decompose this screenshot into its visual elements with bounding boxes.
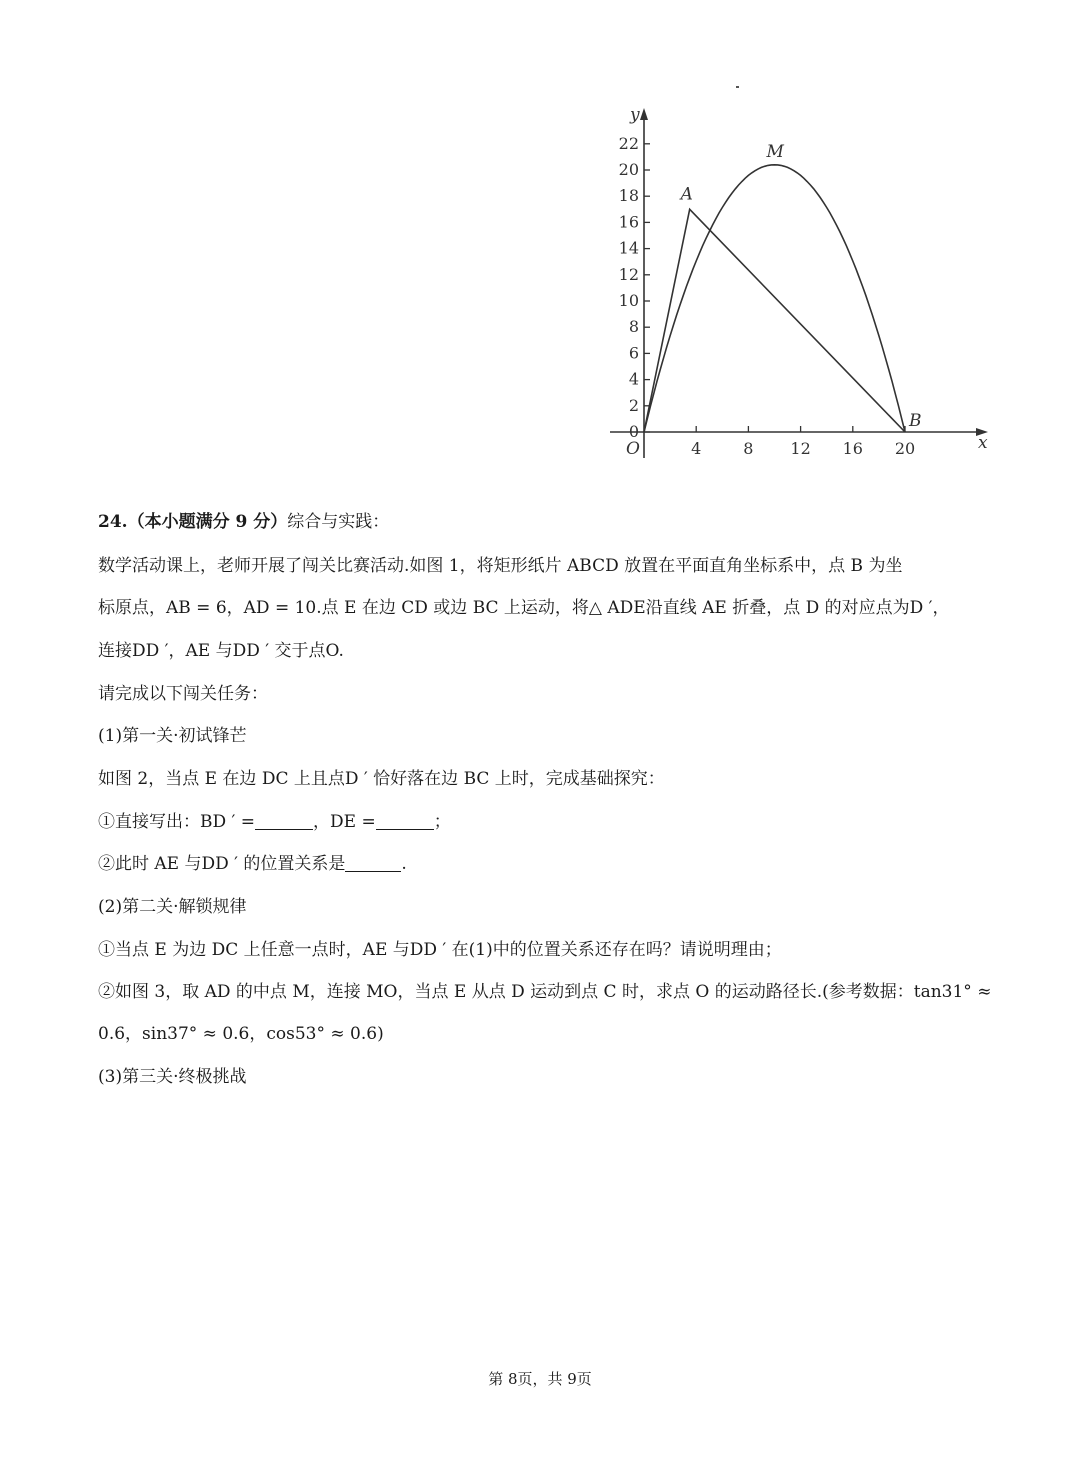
x-axis-label: x <box>978 433 988 453</box>
x-tick-label: 12 <box>790 439 811 458</box>
answer-blank-bd[interactable] <box>255 811 313 830</box>
coordinate-figure <box>596 98 996 468</box>
y-axis-label: y <box>630 105 640 125</box>
q1-text-b: ，DE = <box>313 812 376 832</box>
x-tick-label: 4 <box>691 439 702 458</box>
x-tick-label: 16 <box>842 439 863 458</box>
q2-text-a: ②此时 AE 与DD ′ 的位置关系是 <box>98 854 346 874</box>
y-tick-label: 6 <box>628 343 639 363</box>
paragraph-line-2: 标原点，AB = 6，AD = 10.点 E 在边 CD 或边 BC 上运动，将△ ADE沿直线 AE 折叠，点 D 的对应点为D ′， <box>98 598 950 618</box>
section-1-question-1 <box>98 808 451 836</box>
section-2-question-2-line-2: 0.6，sin37° ≈ 0.6，cos53° ≈ 0.6) <box>98 1024 384 1044</box>
y-tick-label: 20 <box>618 160 639 179</box>
q2-text-b: . <box>401 854 407 874</box>
y-tick-label: 0 <box>628 422 639 441</box>
section-1-title: (1)第一关·初试锋芒 <box>98 726 247 746</box>
task-intro: 请完成以下闯关任务： <box>98 684 268 704</box>
page-footer: 第 8页，共 9页 <box>488 1370 592 1388</box>
origin-label: O <box>626 439 640 459</box>
y-tick-label: 22 <box>618 133 639 153</box>
score-note: （本小题满分 9 分） <box>127 512 288 532</box>
point-label-b: B <box>909 411 922 431</box>
scan-speck <box>736 86 739 88</box>
section-1-question-2 <box>98 850 407 878</box>
x-tick-label: 8 <box>743 439 754 458</box>
q1-text-c: ； <box>433 812 451 832</box>
section-2-question-2-line-1: ②如图 3，取 AD 的中点 M，连接 MO，当点 E 从点 D 运动到点 C 时，求点 O 的运动路径长.(参考数据：tan31° ≈ <box>98 982 992 1002</box>
question-number: 24. <box>98 512 128 532</box>
triangle-line <box>644 209 905 432</box>
question-heading <box>98 508 389 536</box>
section-3-title: (3)第三关·终极挑战 <box>98 1067 247 1087</box>
y-axis-arrow <box>640 108 648 120</box>
section-1-intro: 如图 2，当点 E 在边 DC 上且点D ′ 恰好落在边 BC 上时，完成基础探究： <box>98 769 665 789</box>
paragraph-line-3: 连接DD ′，AE 与DD ′ 交于点O. <box>98 641 344 661</box>
q1-text-a: ①直接写出：BD ′ = <box>98 812 256 832</box>
point-label-a: A <box>680 184 693 205</box>
y-tick-label: 16 <box>618 212 639 232</box>
section-2-question-1: ①当点 E 为边 DC 上任意一点时，AE 与DD ′ 在(1)中的位置关系还存在吗？请说明理由； <box>98 940 782 960</box>
y-tick-label: 14 <box>618 238 639 258</box>
y-tick-label: 12 <box>618 264 639 284</box>
answer-blank-de[interactable] <box>376 811 434 830</box>
x-tick-label: 20 <box>894 439 916 458</box>
y-tick-label: 18 <box>618 186 639 206</box>
y-tick-label: 2 <box>628 395 639 415</box>
y-tick-label: 4 <box>628 369 639 389</box>
question-title: 综合与实践： <box>287 512 390 532</box>
y-tick-label: 10 <box>618 291 639 310</box>
answer-blank-relation[interactable] <box>345 853 401 872</box>
figure-svg <box>596 98 996 468</box>
point-label-m: M <box>766 141 784 162</box>
section-2-title: (2)第二关·解锁规律 <box>98 897 247 917</box>
paragraph-line-1: 数学活动课上，老师开展了闯关比赛活动.如图 1，将矩形纸片 ABCD 放置在平面直角坐标系中，点 B 为坐 <box>98 556 903 576</box>
y-tick-label: 8 <box>628 317 639 337</box>
